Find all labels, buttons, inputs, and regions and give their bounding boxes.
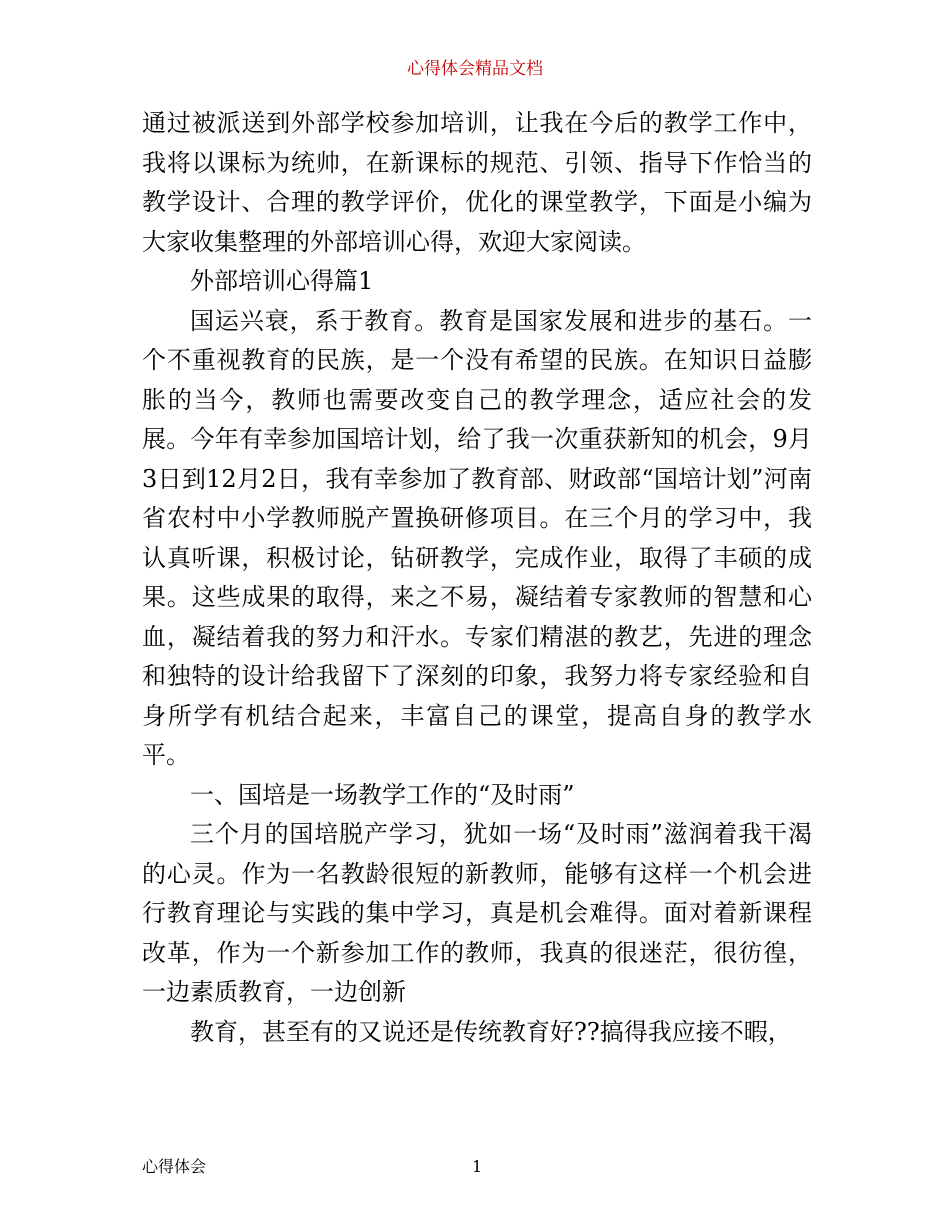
section-title: 外部培训心得篇1 bbox=[190, 267, 374, 295]
intro-paragraph: 通过被派送到外部学校参加培训，让我在今后的教学工作中，我将以课标为统帅，在新课标的规范、引领、指导下作恰当的教学设计、合理的教学评价，优化的课堂教学，下面是小编为大家收集整理的外部培训心得，欢迎大家阅读。 bbox=[142, 109, 812, 256]
body-paragraph: 国运兴衰，系于教育。教育是国家发展和进步的基石。一个不重视教育的民族，是一个没有希望的民族。在知识日益膨胀的当今，教师也需要改变自己的教学理念，适应社会的发展。今年有幸参加国培计划，给了我一次重获新知的机会，9月3日到12月2日，我有幸参加了教育部、财政部“国培计划”河南省农村中小学教师脱产置换研修项目。在三个月的学习中，我认真听课，积极讨论，钻研教学，完成作业，取得了丰硕的成果。这些成果的取得，来之不易，凝结着专家教师的智慧和心血，凝结着我的努力和汗水。专家们精湛的教艺，先进的理念和独特的设计给我留下了深刻的印象，我努力将专家经验和自身所学有机结合起来，丰富自己的课堂，提高自身的教学水平。 bbox=[142, 306, 812, 769]
document-header-title: 心得体会精品文档 bbox=[407, 59, 543, 79]
footer-label: 心得体会 bbox=[142, 1157, 207, 1176]
page-number: 1 bbox=[472, 1157, 483, 1176]
document-body bbox=[142, 104, 812, 1052]
subheading: 一、国培是一场教学工作的“及时雨” bbox=[190, 780, 575, 809]
body-paragraph: 三个月的国培脱产学习，犹如一场“及时雨”滋润着我干渴的心灵。作为一名教龄很短的新教师，能够有这样一个机会进行教育理论与实践的集中学习，真是机会难得。面对着新课程改革，作为一个新参加工作的教师，我真的很迷茫，很彷徨，一边素质教育，一边创新 bbox=[142, 820, 812, 1006]
body-paragraph: 教育，甚至有的又说还是传统教育好??搞得我应接不暇， bbox=[190, 1017, 792, 1046]
document-footer bbox=[142, 1156, 812, 1178]
